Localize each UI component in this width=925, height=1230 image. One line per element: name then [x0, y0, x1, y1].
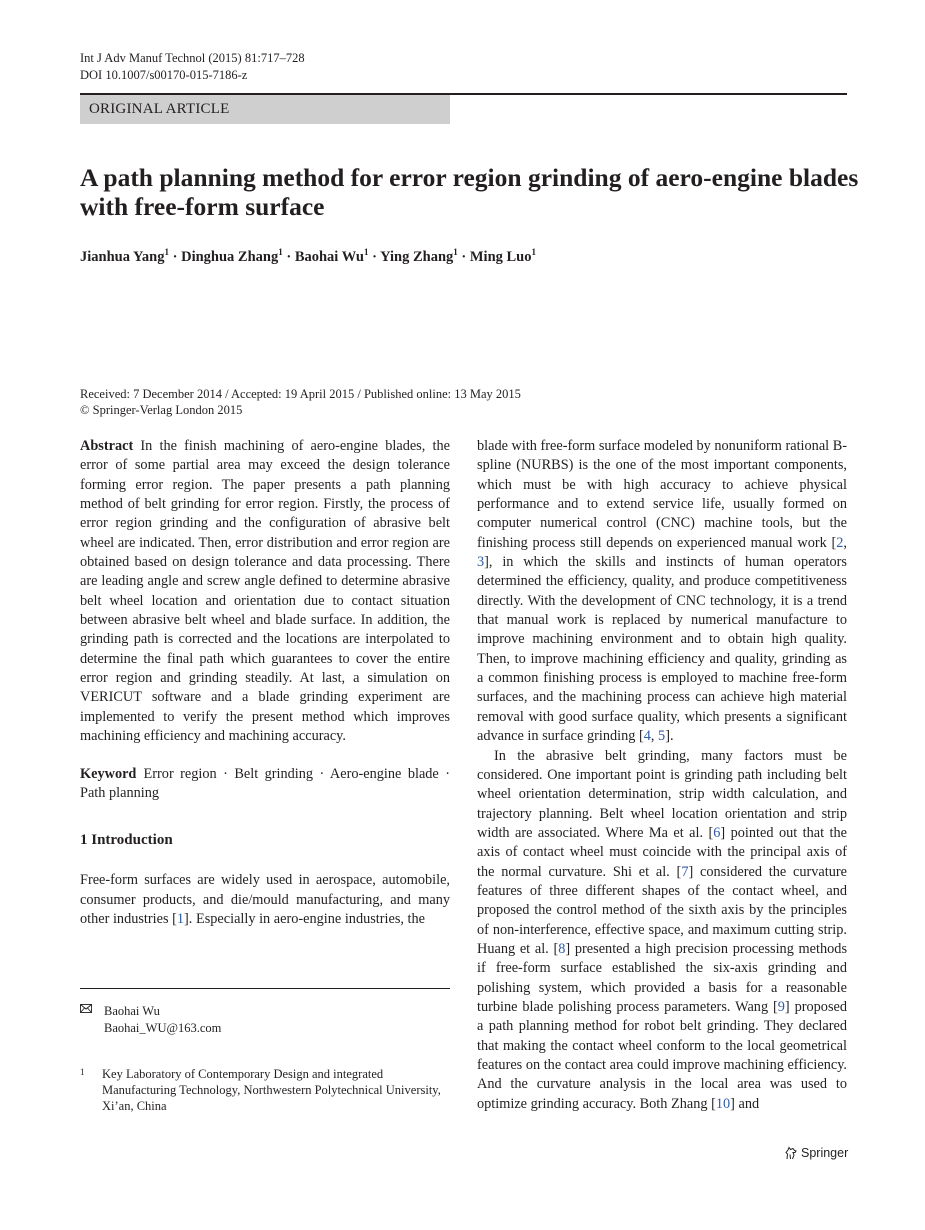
author-name: Jianhua Yang [80, 249, 165, 265]
doi: DOI 10.1007/s00170-015-7186-z [80, 68, 248, 82]
intro-text: In the abrasive belt grinding, many factors must be considered. One important point is grinding path including belt wheel orientation determination, strip width calculation, and trajectory planning. Belt wheel location orientation and strip width are associated. Where Ma et al. [ [477, 747, 847, 841]
author-name: Ming Luo [469, 249, 532, 265]
keywords [80, 765, 450, 804]
author-name: Ying Zhang [380, 249, 454, 265]
author-name: Dinghua Zhang [181, 249, 279, 265]
author-separator: · [282, 249, 295, 265]
author-affiliation-mark: 1 [531, 247, 536, 257]
journal-citation: Int J Adv Manuf Technol (2015) 81:717–728 [80, 51, 305, 65]
citation-link[interactable]: 8 [558, 940, 566, 957]
section-heading-introduction: 1 Introduction [80, 832, 173, 849]
author-separator: · [169, 249, 182, 265]
intro-text: Free-form surfaces are widely used in aerospace, automobile, consumer products, and die/mould manufacturing, and many other industries [ [80, 872, 450, 927]
author-separator: · [457, 249, 470, 265]
intro-text: ] and [730, 1095, 760, 1112]
citation-link[interactable]: 5 [658, 728, 666, 745]
intro-paragraph-1 [80, 871, 450, 929]
citation-link[interactable]: 7 [681, 863, 689, 880]
keywords-text: Error region · Belt grinding · Aero-engine blade · Path planning [80, 765, 450, 801]
abstract [80, 437, 450, 747]
keywords-label: Keyword [80, 765, 137, 782]
right-column [477, 437, 847, 1114]
corresponding-author [80, 1003, 221, 1037]
journal-header [80, 50, 305, 84]
intro-text: ] considered the curvature features of three different shapes of the contact wheel, and proposed the control method of the sixth axis by the principles of non-interference, effective space, and maximum cutting strip. Huang et al. [ [477, 863, 847, 957]
footnote-rule [80, 988, 450, 989]
publisher-name: Springer [801, 1146, 849, 1160]
author-list [80, 247, 536, 266]
publication-dates [80, 386, 521, 418]
article-type-banner: ORIGINAL ARTICLE [80, 95, 450, 124]
citation-link[interactable]: 1 [176, 910, 185, 927]
intro-text: ] pointed out that the axis of contact wheel must coincide with the principal axis of the normal curvature. Shi et al. [ [477, 824, 847, 880]
affiliation-text: Key Laboratory of Contemporary Design and integrated Manufacturing Technology, Northwestern Polytechnical University, Xi’an, China [102, 1067, 441, 1113]
citation-link[interactable]: 3 [477, 554, 485, 571]
date-history: Received: 7 December 2014 / Accepted: 19 April 2015 / Published online: 13 May 2015 [80, 387, 521, 401]
author-affiliation-mark: 1 [364, 247, 369, 257]
author-affiliation-mark: 1 [164, 247, 169, 257]
author-affiliation-mark: 1 [453, 247, 458, 257]
author-affiliation-mark: 1 [278, 247, 283, 257]
abstract-label: Abstract [80, 438, 134, 454]
intro-paragraph-1-continued: blade with free-form surface modeled by nonuniform rational B-spline (NURBS) is the one of the most important components, which must be with high accuracy to achieve physical performance and to extend service life, usually formed on computer numerical control (CNC) machine tools, but the finishing process still depends on experienced manual work [2, 3], in which the skills and instincts of human operators determined the efficiency, quality, and produce competitiveness directly. With the development of CNC technology, it is a trend that manual work is replaced by numerical manufacture to improve machining environment and to obtain high quality. Then, to improve machining efficiency and quality, grinding as a common finishing process is employed to machine free-form surfaces, and the machining process can achieve high material removal with good surface quality, which presents a significant advance in surface grinding [4, 5]. [477, 438, 848, 745]
citation-link[interactable]: 9 [777, 998, 785, 1015]
copyright: © Springer-Verlag London 2015 [80, 403, 243, 417]
intro-paragraph-2 [477, 747, 847, 1115]
intro-text: ] presented a high precision processing methods if free-form surface established the six-axis grinding and polishing system, which provided a basis for a reasonable turbine blade polishing process parameters. Wang [ [477, 940, 848, 1015]
author-separator: · [368, 249, 381, 265]
intro-text: ]. Especially in aero-engine industries, the [184, 910, 426, 927]
left-column [80, 437, 450, 929]
corresponding-author-name: Baohai Wu [104, 1004, 160, 1018]
springer-horse-icon [784, 1146, 798, 1160]
affiliation-number: 1 [80, 1067, 85, 1077]
envelope-icon [80, 1004, 92, 1013]
citation-link[interactable]: 4 [643, 728, 651, 745]
article-title: A path planning method for error region grinding of aero-engine blades with free-form surface [80, 163, 859, 221]
affiliation [80, 1066, 460, 1114]
corresponding-author-email[interactable]: Baohai_WU@163.com [104, 1021, 222, 1035]
publisher-logo [784, 1146, 848, 1160]
intro-text: ] proposed a path planning method for robot belt grinding. They declared that making the contact wheel conform to the local geometrical features on the contact area could improve machining efficiency. And the curvature analysis in the local area was used to optimize grinding accuracy. Both Zhang [ [477, 998, 848, 1112]
citation-link[interactable]: 2 [836, 534, 844, 551]
citation-link[interactable]: 10 [715, 1095, 731, 1112]
abstract-text: In the finish machining of aero-engine blades, the error of some partial area may exceed the design tolerance forming error region. The paper presents a path planning method of belt grinding for error region. Firstly, the process of error region grinding and the configuration of abrasive belt wheel are indicated. Then, error distribution and error region are obtained based on design tolerance and data processing. There are leading angle and screw angle defined to determine abrasive belt wheel location and orientation due to contact situation between abrasive belt wheel and blade surface. In addition, the grinding path is corrected and the locations are interpolated to determine the final path which guarantees to cover the entire error region and grinding steadily. At last, a simulation on VERICUT software and a blade grinding experiment are implemented to verify the present method which improves machining efficiency and machining accuracy. [80, 438, 450, 745]
author-name: Baohai Wu [294, 249, 364, 265]
citation-link[interactable]: 6 [713, 824, 721, 841]
